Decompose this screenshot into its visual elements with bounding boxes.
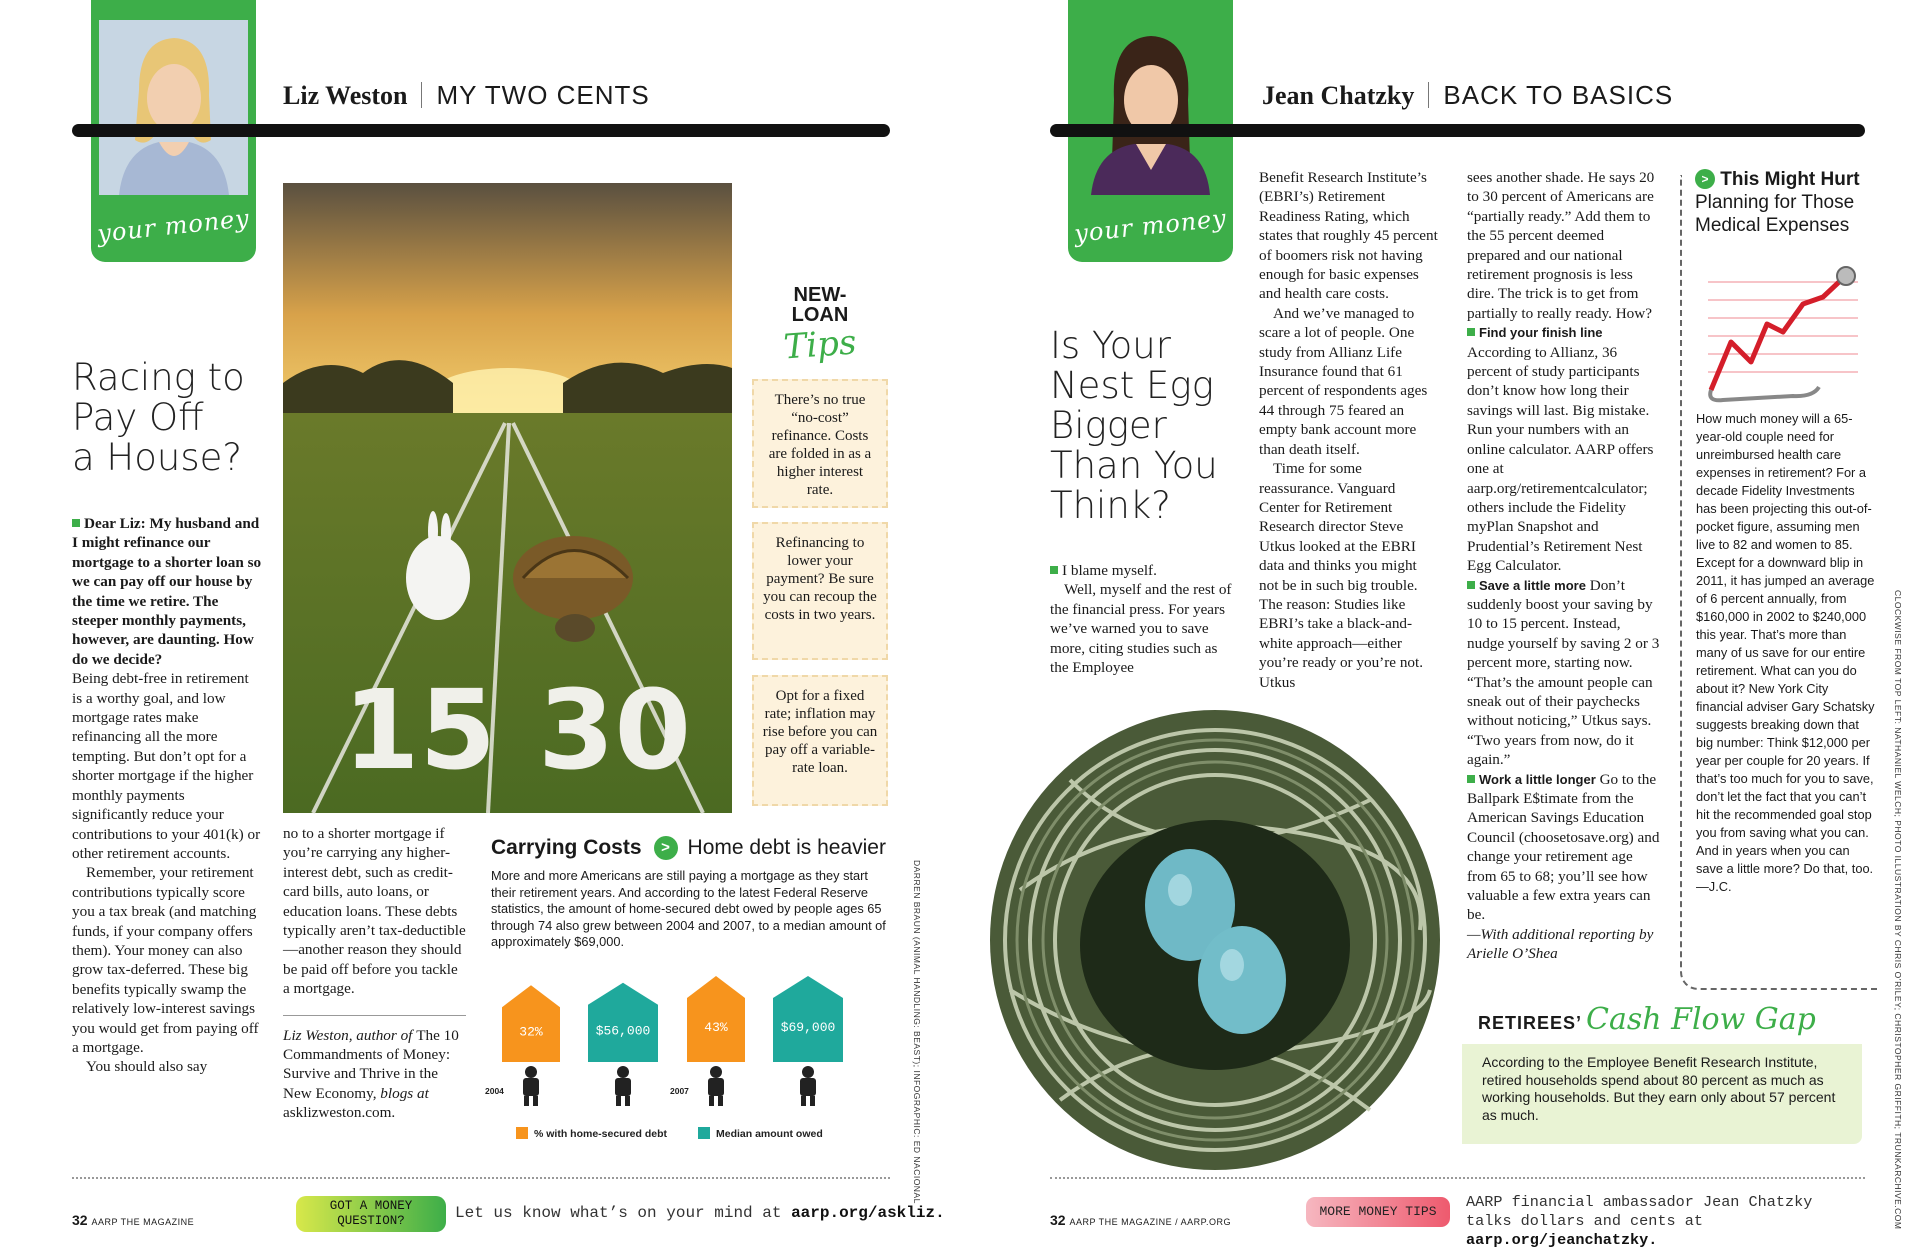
askliz-link[interactable]: aarp.org/askliz. xyxy=(791,1204,945,1222)
column-header-right xyxy=(1262,80,1673,111)
figure-leg xyxy=(533,1096,538,1106)
figure-body xyxy=(523,1078,539,1096)
rabbit xyxy=(406,536,470,620)
column-name: MY TWO CENTS xyxy=(436,80,650,110)
article-column-3-right: sees another shade. He says 20 to 30 percent of Americans are “partially ready.” Add them to the 55 percent deemed prepared and our national retirement prognosis is less dire. The trick is to get from partially to really ready. How? Find your finish line According to Allianz, 36 percent of study participants don’t know how long their savings will last. Big mistake. Run your numbers with an online calculator. AARP offers one at aarp.org/retirementcalculator; others include the Fidelity myPlan Snapshot and Prudential’s Retirement Nest Egg Calculator. Save a little more Don’t suddenly boost your saving by 10 to 15 percent. Instead, nudge yourself by saving 2 or 3 percent more, starting now. “That’s the amount people can sneak out of their paychecks without noticing,” Utkus says. “Two years from now, do it again.” Work a little longer Go to the Ballpark E$timate from the American Savings Education Council (choosetosave.org) and change your retirement age from 65 to 68; you’ll see how valuable a few extra years can be. —With additional reporting by Arielle O’Shea xyxy=(1467,169,1660,963)
money-question-badge[interactable]: GOT A MONEY QUESTION? xyxy=(296,1196,446,1232)
column-name: BACK TO BASICS xyxy=(1443,80,1674,110)
footer-cta-left: Let us know what’s on your mind at aarp.org/askliz. xyxy=(455,1204,945,1222)
author-name: Jean Chatzky xyxy=(1262,81,1415,110)
bar-value-label: 32% xyxy=(519,1024,543,1040)
bar-value-label: $56,000 xyxy=(595,1023,651,1039)
reader-letter: Dear Liz: My husband and I might refinance our mortgage to a shorter loan so we can pay off our house by the time we retire. The steeper monthly payments, however, are daunting. How do we decide? xyxy=(72,515,262,668)
legend-swatch xyxy=(516,1127,528,1139)
footer-cta-right: AARP financial ambassador Jean Chatzky talks dollars and cents at aarp.org/jeanchatzky. xyxy=(1466,1193,1813,1249)
arrow-right-icon: > xyxy=(1695,169,1715,189)
figure-head xyxy=(802,1066,814,1078)
figure-body xyxy=(615,1078,631,1096)
author-photo-liz xyxy=(99,20,248,195)
egg-2 xyxy=(1198,926,1286,1034)
bar--with-home-secured-debt-2007 xyxy=(687,976,745,1062)
carrying-costs-header: Carrying Costs > Home debt is heavier xyxy=(491,836,886,859)
figure-head xyxy=(710,1066,722,1078)
health-cost-graphic xyxy=(1703,262,1863,412)
figure-head xyxy=(525,1066,537,1078)
cash-flow-gap-box: According to the Employee Benefit Research Institute, retired households spend about 80 percent as much as working households. But they earn only about 57 percent as much. xyxy=(1462,1044,1862,1144)
author-photo-jean xyxy=(1076,20,1225,195)
footer-divider-left xyxy=(72,1177,890,1179)
figure-body xyxy=(708,1078,724,1096)
carrying-costs-text: More and more Americans are still paying a mortgage as they start their retirement years. And according to the latest Federal Reserve statistics, the amount of home-secured debt owed by people ages 65 through 74 also grew between 2004 and 2007, to a median amount of approximately $69,000. xyxy=(491,868,886,950)
figure-body xyxy=(800,1078,816,1096)
jeanchatzky-link[interactable]: aarp.org/jeanchatzky. xyxy=(1466,1231,1658,1249)
column-header-left xyxy=(283,80,650,111)
bar--with-home-secured-debt-2004 xyxy=(502,985,560,1062)
header-rule-left xyxy=(72,124,890,137)
tip-2: Refinancing to lower your payment? Be sure you can recoup the costs in two years. xyxy=(752,522,888,660)
article-column-1-right: I blame myself. Well, myself and the rest of the financial press. For years we’ve warned you to save more, citing studies such as the Employee xyxy=(1050,562,1232,677)
your-money-label: your money xyxy=(1072,204,1229,248)
figure-leg xyxy=(810,1096,815,1106)
cash-flow-gap-title: RETIREES’ Cash Flow Gap xyxy=(1478,1002,1816,1037)
article-column-1-left: Dear Liz: My husband and I might refinance our mortgage to a shorter loan so we can pay off our house by the time we retire. The steeper monthly payments, however, are daunting. How do we decide? Being debt-free in retirement is a worthy goal, and low mortgage rates make refinancing all the more tempting. But don’t opt for a shorter mortgage if the higher monthly payments significantly reduce your contributions to your 401(k) or other retirement accounts. Remember, your retirement contributions typically score you a tax break (and matching funds, if your company offers them). Your money can also grow tax-deferred. These big benefits typically swamp the relatively low-interest savings you would get from paying off a mortgage. You should also say xyxy=(72,515,262,1076)
sidebar-text: How much money will a 65-year-old couple need for unreimbursed health care expenses in retirement? For a decade Fidelity Investments has been projecting this out-of-pocket figure, assuming men live to 82 and women to 85. Except for a downward blip in 2011, it has jumped an average of 6 percent annually, from $160,000 in 2002 to $240,000 this year. That’s more than many of us save for our entire retirement. What can you do about it? New York City financial adviser Gary Schatsky suggests breaking down that big number: Think $12,000 per year per couple for 20 years. If that’s too much for you to save, don’t let the fact that you can’t hit the recommended goal stop you from saving what you can. And in years when you can save a little more? Do that, too. —J.C. xyxy=(1696,411,1875,894)
figure-leg xyxy=(524,1096,529,1106)
track-number-15: 15 xyxy=(343,666,497,794)
header-rule-right xyxy=(1050,124,1865,137)
figure-head xyxy=(617,1066,629,1078)
arrow-right-icon: > xyxy=(654,836,678,860)
author-name: Liz Weston xyxy=(283,81,408,110)
legend-swatch xyxy=(698,1127,710,1139)
page-number-right: 32 AARP THE MAGAZINE / AARP.ORG xyxy=(1050,1212,1232,1228)
figure-leg xyxy=(709,1096,714,1106)
more-money-tips-badge[interactable]: MORE MONEY TIPS xyxy=(1306,1197,1450,1227)
your-money-label: your money xyxy=(95,204,252,248)
article-column-2-right: Benefit Research Institute’s (EBRI’s) Retirement Readiness Rating, which states that roughly 45 percent of boomers risk not having enough for basic expenses and health care costs. And we’ve managed to scare a lot of people. One study from Allianz Life Insurance found that 61 percent of respondents ages 44 through 75 feared an empty bank account more than death itself. Time for some reassurance. Vanguard Center for Retirement Research director Steve Utkus looked at the EBRI data and thinks you might not be in such big trouble. The reason: Studies like EBRI’s take a black-and-white approach—either you’re ready or you’re not. Utkus xyxy=(1259,169,1438,691)
headline-left: Racing to Pay Off a House? xyxy=(72,356,245,479)
year-label-2004: 2004 xyxy=(485,1086,504,1096)
race-photo xyxy=(283,183,732,813)
headline-right: Is Your Nest Egg Bigger Than You Think? xyxy=(1050,324,1218,527)
tip-3: Opt for a fixed rate; inflation may rise before you can pay off a variable-rate loan. xyxy=(752,675,888,806)
legend-label: % with home-secured debt xyxy=(534,1128,668,1140)
figure-leg xyxy=(616,1096,621,1106)
article-column-2-left: no to a shorter mortgage if you’re carrying any higher-interest debt, such as credit-card bills, auto loans, or education loans. These debts typically aren’t tax-deductible—another reason they should be paid off before you tackle a mortgage. Liz Weston, author of The 10 Commandments of Money: Survive and Thrive in the New Economy, blogs at asklizweston.com. xyxy=(283,825,466,1122)
photo-credit-right: CLOCKWISE FROM TOP LEFT: NATHANIEL WELCH; PHOTO ILLUSTRATION BY CHRIS O’RILEY; CHRISTOPHER GRIFFITH; TRUNKARCHIVE.COM xyxy=(1893,590,1903,1230)
bar-median-amount-owed-2004 xyxy=(588,983,658,1062)
bar-value-label: 43% xyxy=(704,1020,728,1035)
figure-leg xyxy=(718,1096,723,1106)
page-number-left: 32 AARP THE MAGAZINE xyxy=(72,1212,195,1228)
sidebar-title: > This Might Hurt Planning for Those Medical Expenses xyxy=(1695,169,1860,236)
figure-leg xyxy=(801,1096,806,1106)
year-label-2007: 2007 xyxy=(670,1086,689,1096)
legend-label: Median amount owed xyxy=(716,1128,823,1140)
bar-value-label: $69,000 xyxy=(780,1020,836,1035)
author-bio: Liz Weston, author of The 10 Commandments of Money: Survive and Thrive in the New Economy, blogs at asklizweston.com. xyxy=(283,1026,459,1122)
photo-credit-left: DARREN BRAUN (ANIMAL HANDLING: BEAST); INFOGRAPHIC: ED NACIONAL xyxy=(912,860,922,1204)
track-number-30: 30 xyxy=(538,666,692,794)
tips-title: NEW- LOAN Tips xyxy=(782,284,858,368)
carrying-costs-chart xyxy=(485,962,891,1142)
figure-leg xyxy=(625,1096,630,1106)
nest-egg-image xyxy=(980,690,1450,1190)
footer-divider-right xyxy=(1050,1177,1865,1179)
tip-1: There’s no true “no-cost” refinance. Costs are folded in as a higher interest rate. xyxy=(752,379,888,508)
bar-median-amount-owed-2007 xyxy=(773,976,843,1062)
